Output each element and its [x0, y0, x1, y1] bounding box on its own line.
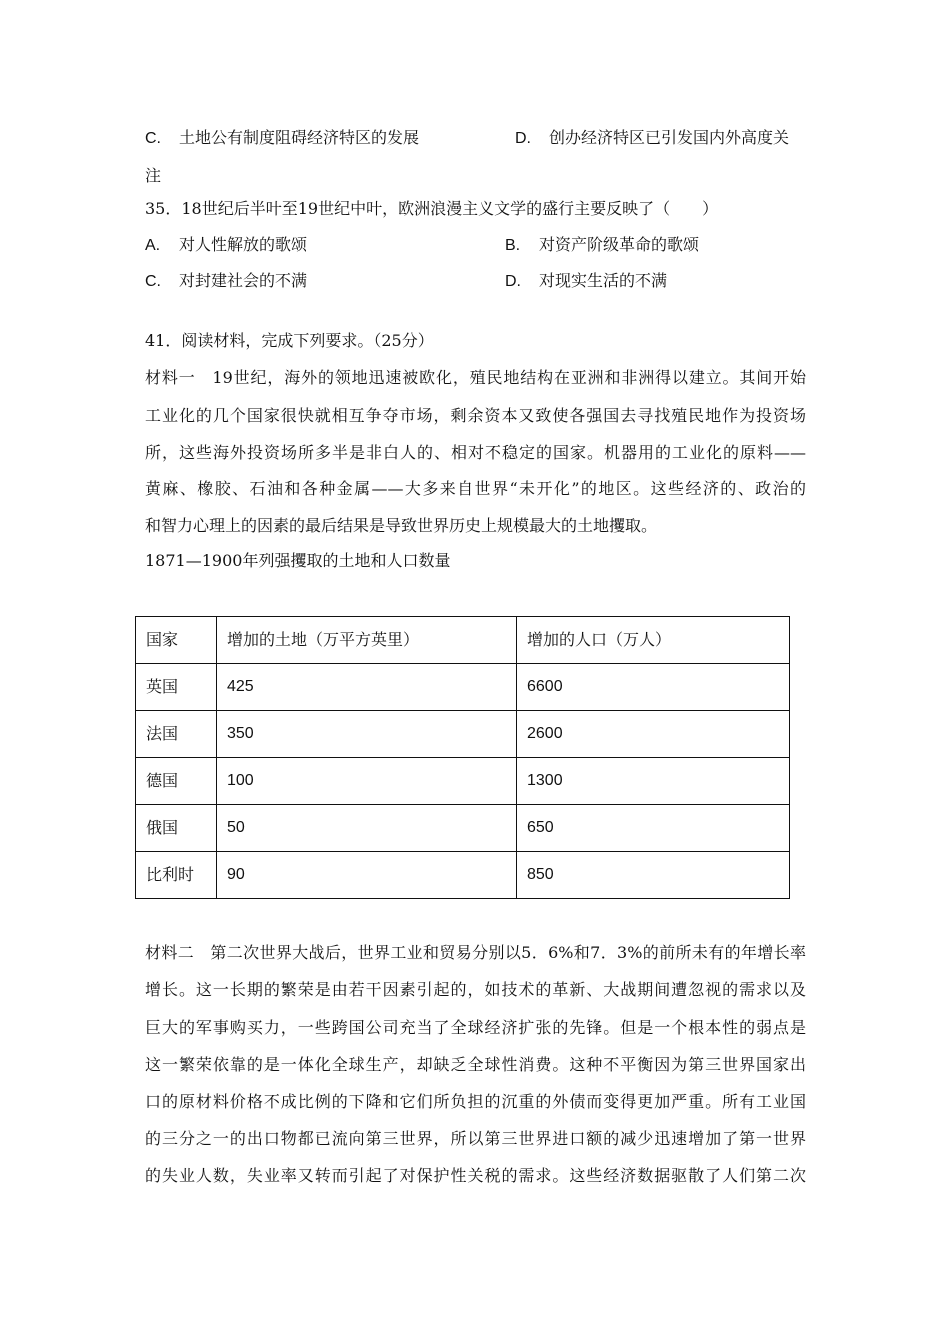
header-cell: 国家: [136, 617, 217, 664]
material2-line: 的失业人数，失业率又转而引起了对保护性关税的需求。这些经济数据驱散了人们第二次: [145, 1166, 806, 1185]
country-cell: 法国: [136, 711, 217, 758]
option-text: 对现实生活的不满: [539, 271, 668, 290]
material1-line: 材料一 19世纪，海外的领地迅速被欧化，殖民地结构在亚洲和非洲得以建立。其间开始: [145, 368, 806, 387]
country-cell: 比利时: [136, 852, 217, 899]
option-letter: D.: [505, 273, 521, 290]
population-cell: 6600: [517, 664, 790, 711]
header-cell: 增加的人口（万人）: [517, 617, 790, 664]
q34-option-d: [515, 127, 789, 150]
material1-line: 工业化的几个国家很快就相互争夺市场，剩余资本又致使各强国去寻找殖民地作为投资场: [145, 406, 806, 425]
population-cell: 650: [517, 805, 790, 852]
table-caption: 1871—1900年列强攫取的土地和人口数量: [145, 551, 451, 570]
option-text: 对封建社会的不满: [179, 271, 308, 290]
population-cell: 1300: [517, 758, 790, 805]
material1-line: 所，这些海外投资场所多半是非白人的、相对不稳定的国家。机器用的工业化的原料——: [145, 443, 806, 462]
material2-line: 巨大的军事购买力，一些跨国公司充当了全球经济扩张的先锋。但是一个根本性的弱点是: [145, 1018, 806, 1037]
q35-option-d: [505, 270, 667, 293]
option-letter: C.: [145, 130, 161, 147]
q34-option-d-wrap: 注: [145, 166, 162, 185]
option-text: 对资产阶级革命的歌颂: [539, 235, 700, 254]
q34-option-c: [145, 127, 419, 150]
population-cell: 2600: [517, 711, 790, 758]
option-letter: B.: [505, 237, 521, 254]
table-row: [136, 664, 790, 711]
country-cell: 德国: [136, 758, 217, 805]
option-text: 土地公有制度阻碍经济特区的发展: [179, 128, 420, 147]
option-letter: C.: [145, 273, 161, 290]
table-row: [136, 711, 790, 758]
option-text: 创办经济特区已引发国内外高度关: [549, 128, 790, 147]
country-cell: 英国: [136, 664, 217, 711]
material2-line: 增长。这一长期的繁荣是由若干因素引起的，如技术的革新、大战期间遭忽视的需求以及: [145, 980, 806, 999]
country-cell: 俄国: [136, 805, 217, 852]
land-population-table: [135, 616, 790, 899]
option-letter: D.: [515, 130, 531, 147]
material1-line: 和智力心理上的因素的最后结果是导致世界历史上规模最大的土地攫取。: [145, 516, 658, 535]
q35-option-b: [505, 234, 699, 257]
header-cell: 增加的土地（万平方英里）: [217, 617, 517, 664]
land-cell: 50: [217, 805, 517, 852]
material2-line: 这一繁荣依靠的是一体化全球生产，却缺乏全球性消费。这种不平衡因为第三世界国家出: [145, 1055, 806, 1074]
land-cell: 350: [217, 711, 517, 758]
land-cell: 90: [217, 852, 517, 899]
population-cell: 850: [517, 852, 790, 899]
q35-option-a: [145, 234, 307, 257]
material1-line: 黄麻、橡胶、石油和各种金属——大多来自世界“未开化”的地区。这些经济的、政治的: [145, 479, 806, 498]
q35-stem: 35．18世纪后半叶至19世纪中叶，欧洲浪漫主义文学的盛行主要反映了（ ）: [145, 199, 719, 218]
q35-option-c: [145, 270, 307, 293]
table-row: [136, 758, 790, 805]
land-cell: 100: [217, 758, 517, 805]
q41-title: 41．阅读材料，完成下列要求。（25分）: [145, 331, 434, 350]
material2-line: 材料二 第二次世界大战后，世界工业和贸易分别以5．6%和7．3%的前所未有的年增长率: [145, 943, 806, 962]
option-letter: A.: [145, 237, 161, 254]
table-header-row: [136, 617, 790, 664]
material2-line: 的三分之一的出口物都已流向第三世界，所以第三世界进口额的减少迅速增加了第一世界: [145, 1129, 806, 1148]
land-cell: 425: [217, 664, 517, 711]
table-row: [136, 805, 790, 852]
option-text: 对人性解放的歌颂: [179, 235, 308, 254]
table-row: [136, 852, 790, 899]
material2-line: 口的原材料价格不成比例的下降和它们所负担的沉重的外债而变得更加严重。所有工业国: [145, 1092, 806, 1111]
